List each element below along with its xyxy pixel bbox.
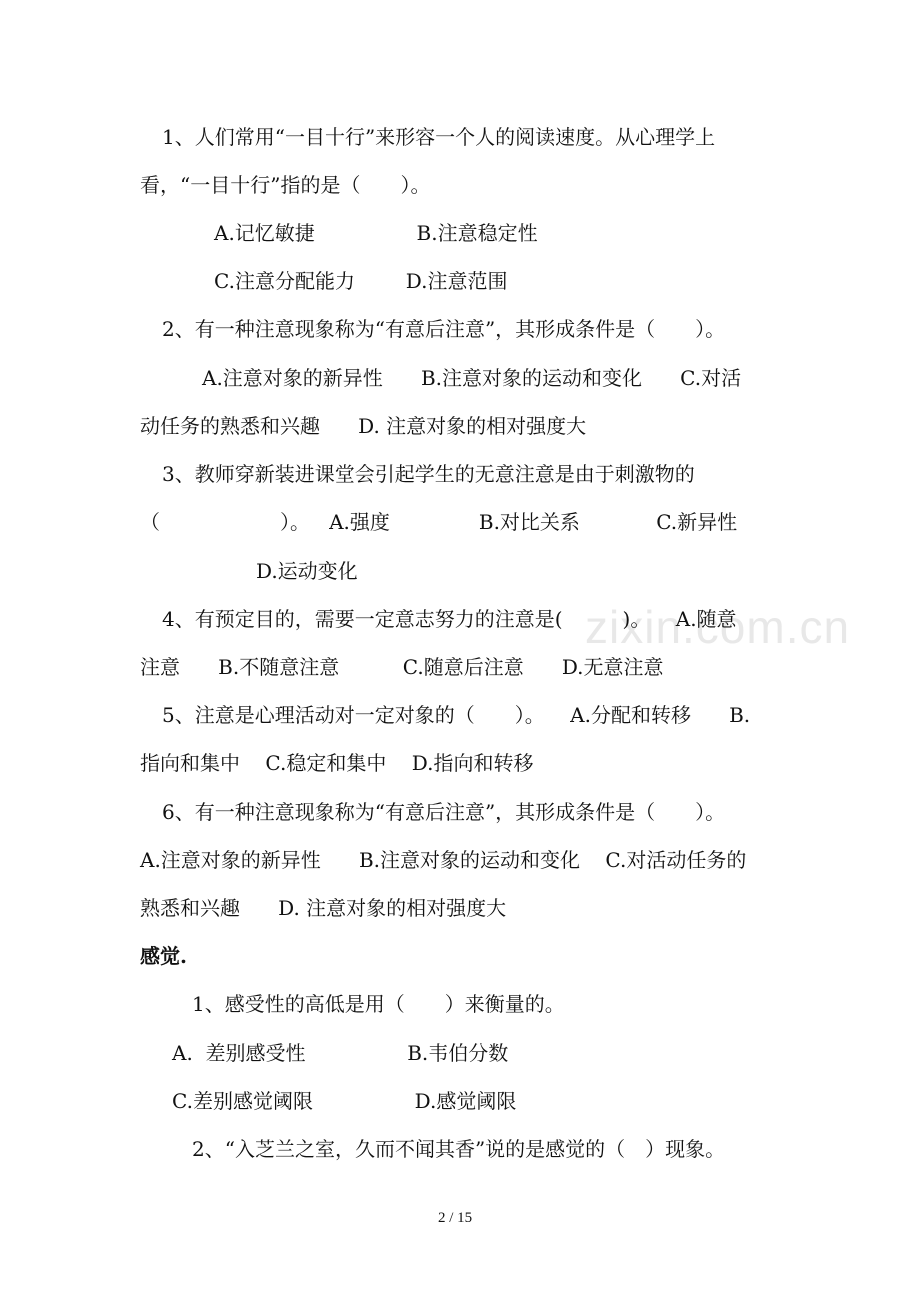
q1-line-2: 看，“一目十行”指的是（ ）。	[140, 173, 431, 197]
q6-line-2: A.注意对象的新异性 B.注意对象的运动和变化 C.对活动任务的	[140, 848, 747, 872]
q5-line-2: 指向和集中 C.稳定和集中 D.指向和转移	[140, 751, 534, 775]
s2-question: 2、“入芝兰之室，久而不闻其香”说的是感觉的（ ）现象。	[192, 1137, 726, 1161]
q4-line-2: 注意 B.不随意注意 C.随意后注意 D.无意注意	[140, 655, 664, 679]
q1-line-1: 1、人们常用“一目十行”来形容一个人的阅读速度。从心理学上	[162, 125, 716, 149]
q4-line-1: 4、有预定目的，需要一定意志努力的注意是( )。 A.随意	[162, 607, 737, 631]
q3-line-1: 3、教师穿新装进课堂会引起学生的无意注意是由于刺激物的	[162, 462, 695, 486]
q2-line-3: 动任务的熟悉和兴趣 D. 注意对象的相对强度大	[140, 414, 587, 438]
q3-line-3: D.运动变化	[256, 559, 358, 583]
q1-options-ab: A.记忆敏捷 B.注意稳定性	[214, 221, 538, 245]
q1-options-cd: C.注意分配能力 D.注意范围	[214, 269, 508, 293]
q2-line-1: 2、有一种注意现象称为“有意后注意”，其形成条件是（ ）。	[162, 317, 726, 341]
page-number: 2 / 15	[438, 1210, 473, 1226]
watermark: zixin.com.cn	[585, 601, 851, 653]
section-title: 感觉.	[140, 944, 187, 968]
q6-line-1: 6、有一种注意现象称为“有意后注意”，其形成条件是（ ）。	[162, 800, 726, 824]
q5-line-1: 5、注意是心理活动对一定对象的（ ）。 A.分配和转移 B.	[162, 703, 751, 727]
q6-line-3: 熟悉和兴趣 D. 注意对象的相对强度大	[140, 896, 507, 920]
q3-line-2: （ ）。 A.强度 B.对比关系 C.新异性	[140, 510, 738, 534]
s1-question: 1、感受性的高低是用（ ）来衡量的。	[192, 992, 565, 1016]
s1-options-cd: C.差别感觉阈限 D.感觉阈限	[172, 1089, 517, 1113]
s1-options-ab: A. 差别感受性 B.韦伯分数	[172, 1041, 509, 1065]
q2-line-2: A.注意对象的新异性 B.注意对象的运动和变化 C.对活	[202, 366, 742, 390]
